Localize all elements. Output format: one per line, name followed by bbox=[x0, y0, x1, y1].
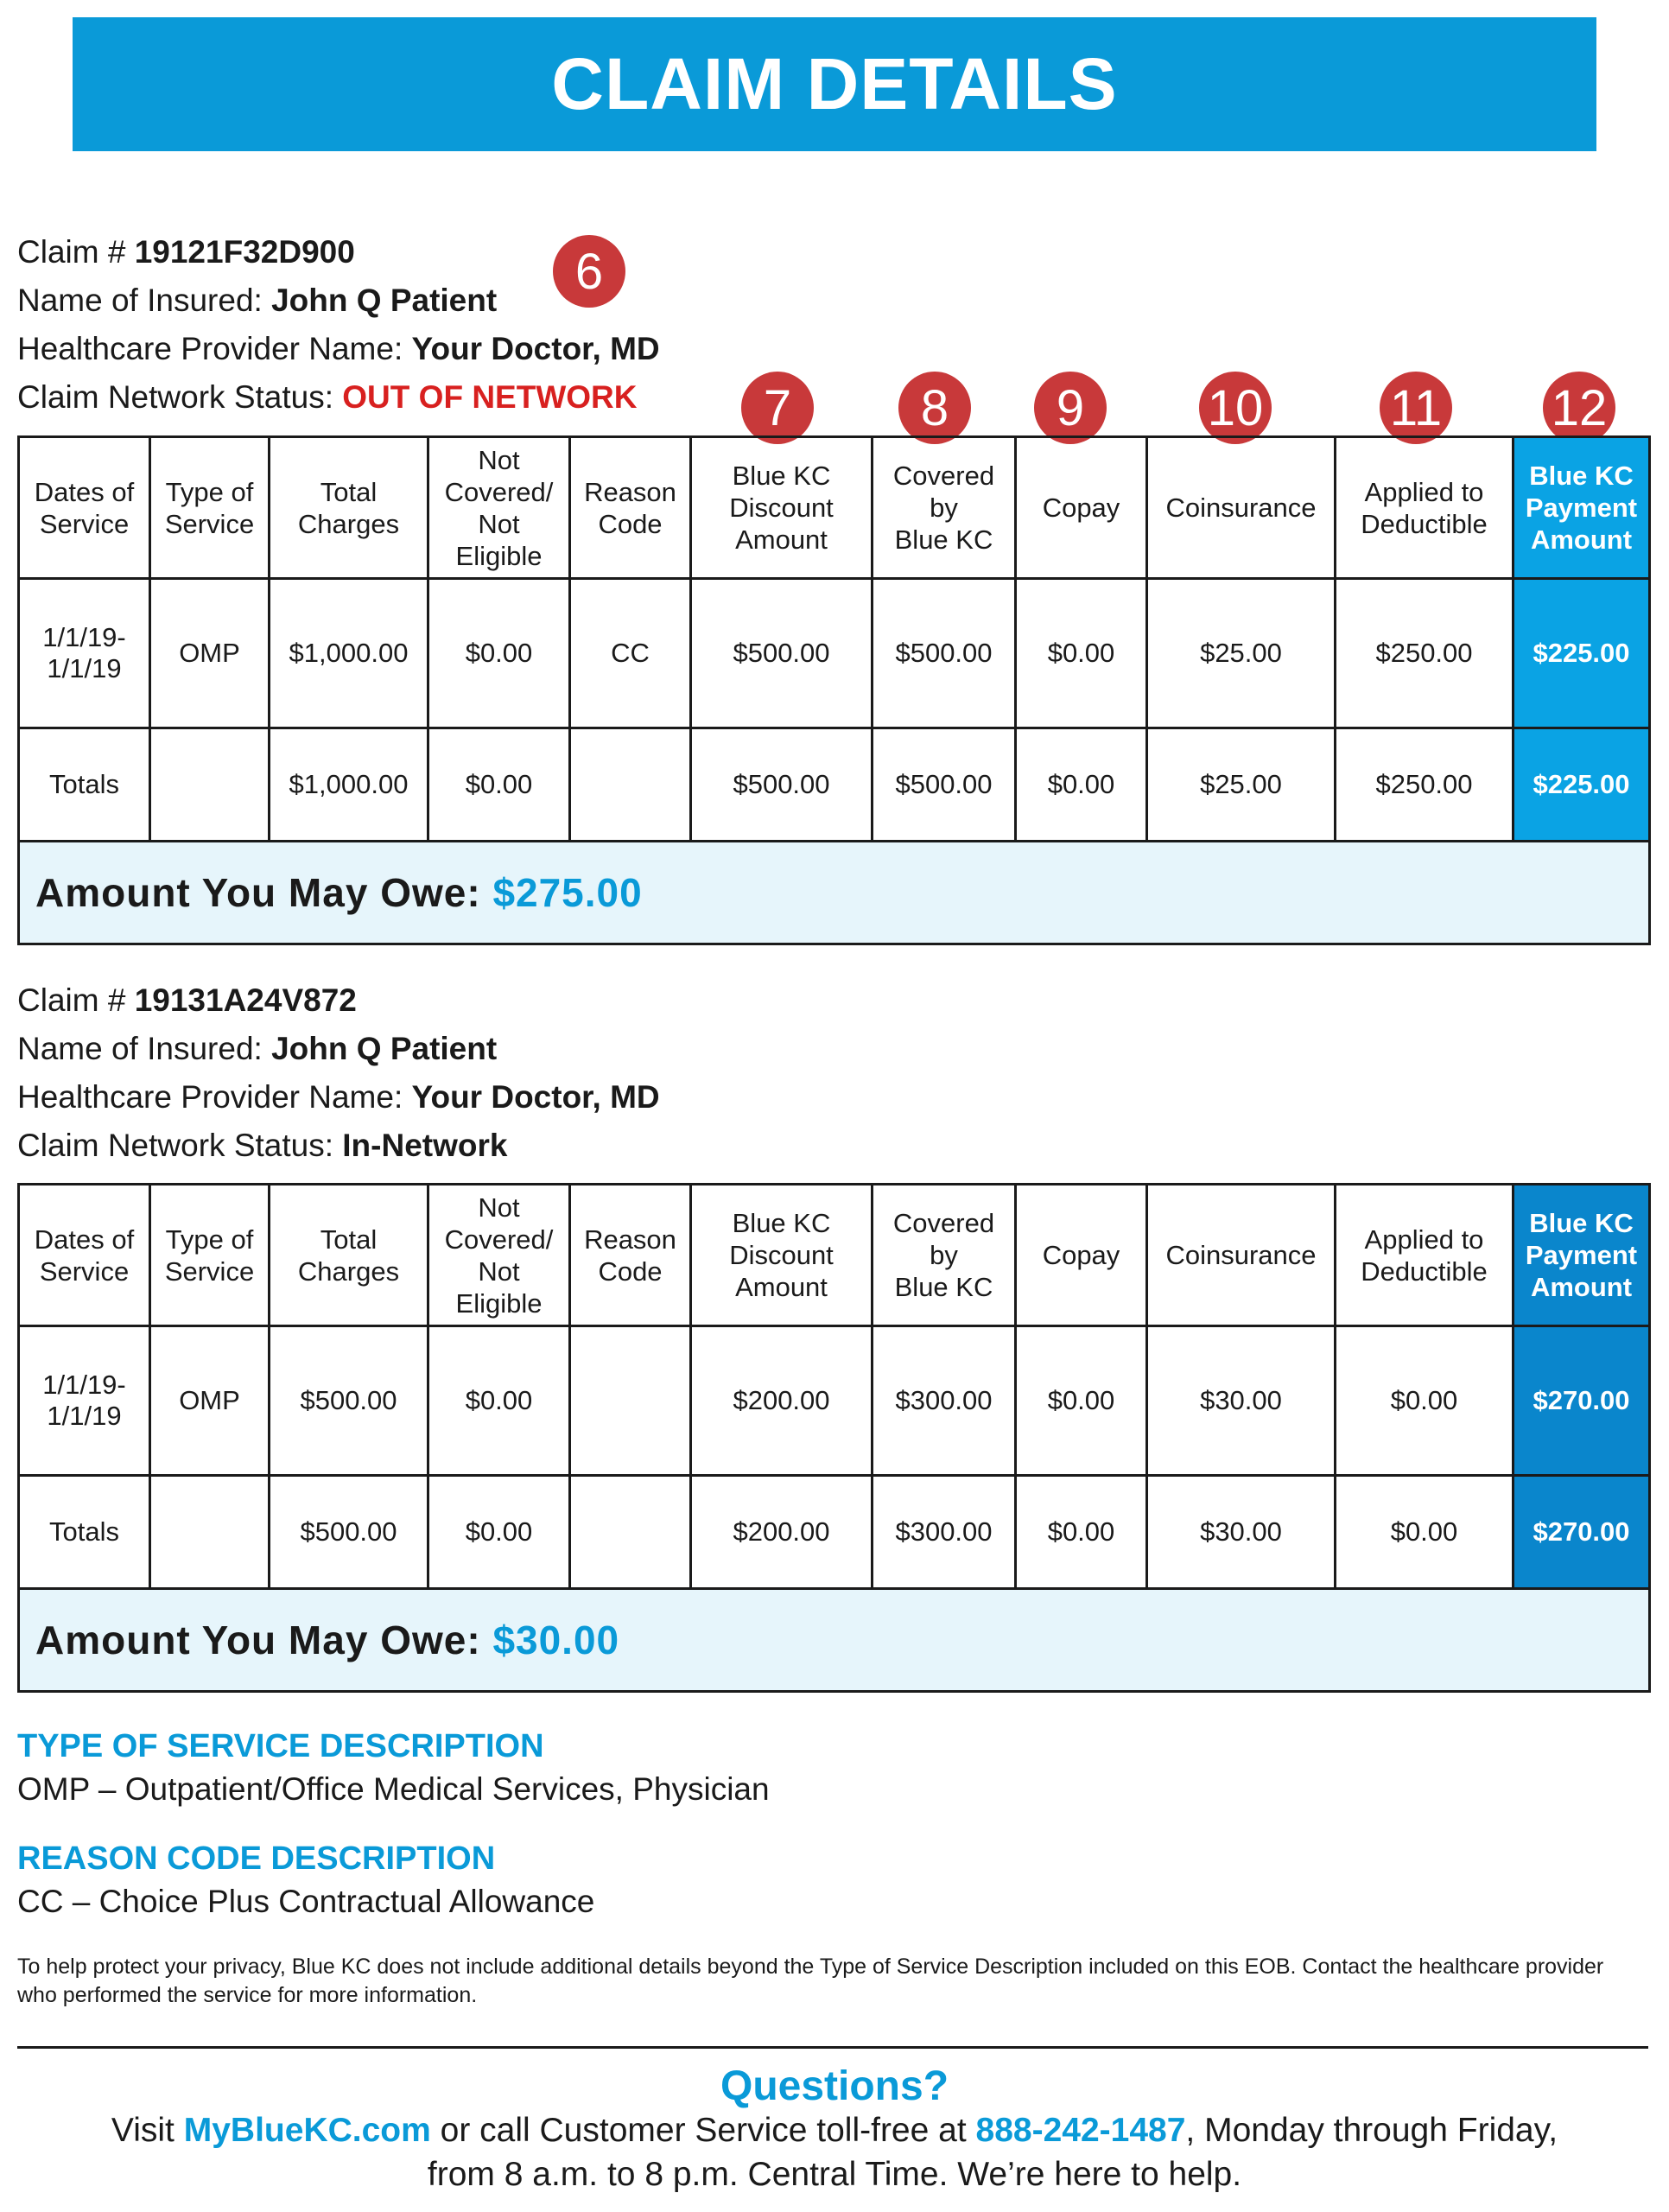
col-copay: Copay bbox=[1016, 1185, 1147, 1326]
cell-type: OMP bbox=[150, 1326, 270, 1476]
amount-owed-row bbox=[19, 842, 1650, 944]
amount-owed-label: Amount You May Owe: bbox=[35, 1618, 481, 1662]
col-total-charges: Total Charges bbox=[270, 437, 428, 579]
cell-total-charges: $500.00 bbox=[270, 1326, 428, 1476]
cell-reason-code bbox=[570, 1326, 691, 1476]
claim-1-table bbox=[17, 435, 1651, 945]
cell-totals-deductible: $250.00 bbox=[1336, 728, 1514, 842]
cell-total-charges: $1,000.00 bbox=[270, 579, 428, 728]
cell-totals-coinsurance: $30.00 bbox=[1147, 1476, 1336, 1589]
col-dates-of-service: Dates of Service bbox=[19, 437, 150, 579]
claim-number-label: Claim # bbox=[17, 982, 126, 1018]
cell-deductible: $0.00 bbox=[1336, 1326, 1514, 1476]
call-text: or call Customer Service toll-free at bbox=[440, 2112, 967, 2149]
cell-totals-copay: $0.00 bbox=[1016, 1476, 1147, 1589]
days-text: , Monday through Friday, bbox=[1185, 2112, 1558, 2149]
claim-2-table bbox=[17, 1183, 1651, 1693]
amount-owed-label: Amount You May Owe: bbox=[35, 870, 481, 915]
callout-badge-7: 7 bbox=[741, 372, 814, 444]
cell-dates: 1/1/19- 1/1/19 bbox=[19, 1326, 150, 1476]
provider-label: Healthcare Provider Name: bbox=[17, 1079, 403, 1115]
callout-badge-11: 11 bbox=[1380, 372, 1452, 444]
col-not-covered: Not Covered/ Not Eligible bbox=[428, 1185, 570, 1326]
col-coinsurance: Coinsurance bbox=[1147, 437, 1336, 579]
col-reason-code: Reason Code bbox=[570, 1185, 691, 1326]
col-reason-code: Reason Code bbox=[570, 437, 691, 579]
claim-2-info bbox=[17, 976, 660, 1170]
col-type-of-service: Type of Service bbox=[150, 1185, 270, 1326]
col-applied-to-deductible: Applied to Deductible bbox=[1336, 1185, 1514, 1326]
claim-2-insured: John Q Patient bbox=[271, 1031, 498, 1066]
col-dates-of-service: Dates of Service bbox=[19, 1185, 150, 1326]
cell-totals-reason bbox=[570, 728, 691, 842]
col-covered-by-blue-kc: Covered by Blue KC bbox=[873, 1185, 1016, 1326]
cell-copay: $0.00 bbox=[1016, 1326, 1147, 1476]
callout-badge-6: 6 bbox=[553, 235, 625, 308]
cell-totals-coinsurance: $25.00 bbox=[1147, 728, 1336, 842]
col-coinsurance: Coinsurance bbox=[1147, 1185, 1336, 1326]
table-row bbox=[19, 1326, 1650, 1476]
cell-discount: $200.00 bbox=[691, 1326, 873, 1476]
claim-2-provider: Your Doctor, MD bbox=[411, 1079, 660, 1115]
cell-payment: $225.00 bbox=[1514, 579, 1650, 728]
table-header-row bbox=[19, 437, 1650, 579]
cell-dates: 1/1/19- 1/1/19 bbox=[19, 579, 150, 728]
type-of-service-text: OMP – Outpatient/Office Medical Services, Physician bbox=[17, 1771, 770, 1807]
cell-not-covered: $0.00 bbox=[428, 579, 570, 728]
page-title: CLAIM DETAILS bbox=[551, 43, 1118, 124]
cell-totals-label: Totals bbox=[19, 728, 150, 842]
cell-totals-payment: $225.00 bbox=[1514, 728, 1650, 842]
cell-totals-discount: $500.00 bbox=[691, 728, 873, 842]
cell-covered: $300.00 bbox=[873, 1326, 1016, 1476]
col-payment-amount: Blue KC Payment Amount bbox=[1514, 437, 1650, 579]
cell-totals-payment: $270.00 bbox=[1514, 1476, 1650, 1589]
claim-number-label: Claim # bbox=[17, 234, 126, 270]
network-label: Claim Network Status: bbox=[17, 379, 333, 415]
cell-reason-code: CC bbox=[570, 579, 691, 728]
reason-code-text: CC – Choice Plus Contractual Allowance bbox=[17, 1884, 595, 1919]
table-row bbox=[19, 579, 1650, 728]
phone-link[interactable]: 888-242-1487 bbox=[975, 2112, 1186, 2149]
cell-totals-not-covered: $0.00 bbox=[428, 728, 570, 842]
website-link[interactable]: MyBlueKC.com bbox=[183, 2112, 431, 2149]
cell-totals-deductible: $0.00 bbox=[1336, 1476, 1514, 1589]
type-of-service-title: TYPE OF SERVICE DESCRIPTION bbox=[17, 1728, 544, 1764]
reason-code-title: REASON CODE DESCRIPTION bbox=[17, 1840, 496, 1877]
cell-copay: $0.00 bbox=[1016, 579, 1147, 728]
cell-totals-covered: $500.00 bbox=[873, 728, 1016, 842]
claim-1-number: 19121F32D900 bbox=[134, 234, 355, 270]
claim-1-amount-owed: $275.00 bbox=[492, 870, 643, 915]
claim-details-banner bbox=[73, 17, 1596, 151]
cell-totals-not-covered: $0.00 bbox=[428, 1476, 570, 1589]
network-label: Claim Network Status: bbox=[17, 1128, 333, 1163]
col-not-covered: Not Covered/ Not Eligible bbox=[428, 437, 570, 579]
claim-2-network-status: In-Network bbox=[342, 1128, 508, 1163]
cell-totals-charges: $500.00 bbox=[270, 1476, 428, 1589]
claim-2-number: 19131A24V872 bbox=[134, 982, 357, 1018]
questions-heading: Questions? bbox=[720, 2063, 949, 2109]
cell-totals-copay: $0.00 bbox=[1016, 728, 1147, 842]
callout-badge-9: 9 bbox=[1034, 372, 1107, 444]
insured-label: Name of Insured: bbox=[17, 1031, 263, 1066]
callout-badge-12: 12 bbox=[1543, 372, 1615, 444]
col-total-charges: Total Charges bbox=[270, 1185, 428, 1326]
cell-not-covered: $0.00 bbox=[428, 1326, 570, 1476]
cell-discount: $500.00 bbox=[691, 579, 873, 728]
cell-totals-label: Totals bbox=[19, 1476, 150, 1589]
table-header-row bbox=[19, 1185, 1650, 1326]
amount-owed-row bbox=[19, 1589, 1650, 1692]
callout-badge-10: 10 bbox=[1199, 372, 1272, 444]
col-applied-to-deductible: Applied to Deductible bbox=[1336, 437, 1514, 579]
cell-totals-charges: $1,000.00 bbox=[270, 728, 428, 842]
cell-coinsurance: $25.00 bbox=[1147, 579, 1336, 728]
claim-1-network-status: OUT OF NETWORK bbox=[342, 379, 638, 415]
visit-text: Visit bbox=[111, 2112, 175, 2149]
privacy-note: To help protect your privacy, Blue KC does not include additional details beyond the Type of Service Description included on this EOB. Contact the healthcare provider who performed the service for more information. bbox=[17, 1955, 1604, 2007]
hours-text: from 8 a.m. to 8 p.m. Central Time. We’re here to help. bbox=[427, 2156, 1242, 2193]
cell-deductible: $250.00 bbox=[1336, 579, 1514, 728]
divider bbox=[17, 2046, 1648, 2049]
col-copay: Copay bbox=[1016, 437, 1147, 579]
cell-totals-covered: $300.00 bbox=[873, 1476, 1016, 1589]
col-discount-amount: Blue KC Discount Amount bbox=[691, 437, 873, 579]
cell-coinsurance: $30.00 bbox=[1147, 1326, 1336, 1476]
callout-badge-8: 8 bbox=[898, 372, 971, 444]
col-covered-by-blue-kc: Covered by Blue KC bbox=[873, 437, 1016, 579]
cell-payment: $270.00 bbox=[1514, 1326, 1650, 1476]
cell-totals-discount: $200.00 bbox=[691, 1476, 873, 1589]
cell-type: OMP bbox=[150, 579, 270, 728]
cell-totals-type bbox=[150, 1476, 270, 1589]
totals-row bbox=[19, 1476, 1650, 1589]
claim-2-amount-owed: $30.00 bbox=[492, 1618, 620, 1662]
claim-1-provider: Your Doctor, MD bbox=[411, 331, 660, 366]
claim-1-insured: John Q Patient bbox=[271, 283, 498, 318]
provider-label: Healthcare Provider Name: bbox=[17, 331, 403, 366]
totals-row bbox=[19, 728, 1650, 842]
cell-totals-type bbox=[150, 728, 270, 842]
cell-covered: $500.00 bbox=[873, 579, 1016, 728]
col-discount-amount: Blue KC Discount Amount bbox=[691, 1185, 873, 1326]
col-payment-amount: Blue KC Payment Amount bbox=[1514, 1185, 1650, 1326]
cell-totals-reason bbox=[570, 1476, 691, 1589]
col-type-of-service: Type of Service bbox=[150, 437, 270, 579]
insured-label: Name of Insured: bbox=[17, 283, 263, 318]
contact-info bbox=[0, 2108, 1669, 2196]
